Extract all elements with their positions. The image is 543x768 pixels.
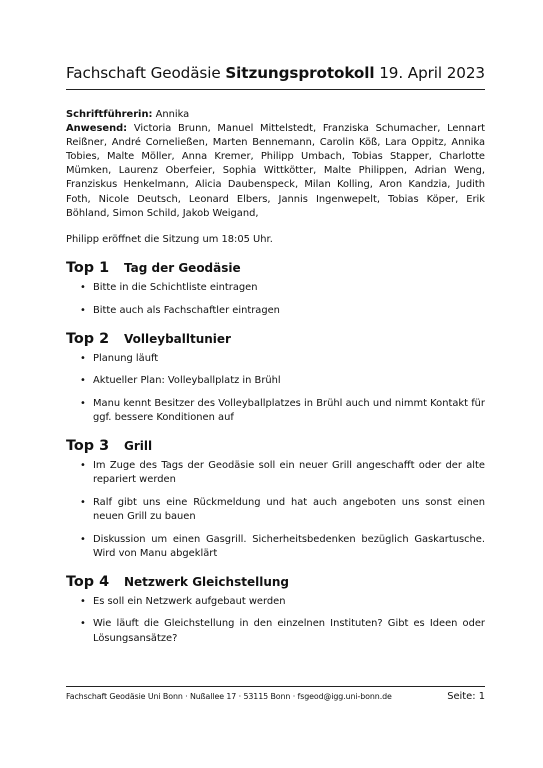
section-number: Top 3 bbox=[66, 438, 110, 455]
item-text: Im Zuge des Tags der Geodäsie soll ein neuer Grill angeschafft oder der alte repariert werden bbox=[93, 460, 485, 486]
item-text: Bitte in die Schichtliste eintragen bbox=[93, 281, 258, 293]
list-item bbox=[66, 496, 485, 524]
section-items bbox=[66, 352, 485, 425]
agenda-section-1 bbox=[66, 261, 485, 318]
list-item bbox=[66, 281, 485, 295]
bullet-icon: • bbox=[80, 397, 86, 409]
attendees-label: Anwesend: bbox=[66, 123, 128, 135]
bullet-icon: • bbox=[80, 375, 86, 387]
section-number: Top 2 bbox=[66, 330, 110, 347]
page-label: Seite: bbox=[447, 691, 476, 702]
section-items bbox=[66, 459, 485, 561]
page-footer bbox=[66, 691, 485, 702]
list-item bbox=[66, 459, 485, 487]
item-text: Planung läuft bbox=[93, 352, 159, 364]
section-heading bbox=[66, 332, 485, 346]
section-heading bbox=[66, 575, 485, 589]
section-items bbox=[66, 595, 485, 646]
list-item bbox=[66, 595, 485, 609]
section-number: Top 1 bbox=[66, 259, 110, 276]
item-text: Ralf gibt uns eine Rückmeldung und hat auch angeboten uns sonst einen neuen Grill zu bauen bbox=[93, 496, 485, 522]
bullet-icon: • bbox=[80, 352, 86, 364]
footer-divider bbox=[66, 686, 485, 687]
bullet-icon: • bbox=[80, 496, 86, 508]
item-text: Es soll ein Netzwerk aufgebaut werden bbox=[93, 595, 286, 607]
section-title: Grill bbox=[124, 439, 153, 454]
bullet-icon: • bbox=[80, 460, 86, 472]
protocol-body bbox=[66, 108, 485, 654]
writer-name: Annika bbox=[155, 109, 190, 120]
bullet-icon: • bbox=[80, 533, 86, 545]
section-title: Volleyballtunier bbox=[124, 331, 231, 346]
list-item bbox=[66, 617, 485, 645]
item-text: Diskussion um einen Gasgrill. Sicherheitsbedenken bezüglich Gaskartusche. Wird von Manu abgeklärt bbox=[93, 533, 485, 559]
section-number: Top 4 bbox=[66, 573, 110, 590]
list-item bbox=[66, 374, 485, 388]
list-item bbox=[66, 397, 485, 425]
attendees-line bbox=[66, 122, 485, 221]
opening-statement: Philipp eröffnet die Sitzung um 18:05 Uhr. bbox=[66, 233, 273, 245]
section-items bbox=[66, 281, 485, 318]
writer-label: Schriftführerin: bbox=[66, 109, 153, 120]
bullet-icon: • bbox=[80, 618, 86, 630]
item-text: Wie läuft die Gleichstellung in den einzelnen Instituten? Gibt es Ideen oder Lösungsansätze? bbox=[93, 618, 485, 644]
bullet-icon: • bbox=[80, 281, 86, 293]
header-org: Fachschaft Geodäsie bbox=[66, 64, 221, 82]
page-number: 1 bbox=[478, 691, 485, 702]
agenda-section-4 bbox=[66, 575, 485, 646]
header-date: 19. April 2023 bbox=[379, 64, 485, 82]
writer-line bbox=[66, 108, 485, 122]
list-item bbox=[66, 352, 485, 366]
section-heading bbox=[66, 261, 485, 275]
section-title: Tag der Geodäsie bbox=[124, 260, 241, 275]
page-header bbox=[66, 64, 485, 82]
bullet-icon: • bbox=[80, 304, 86, 316]
footer-address: Fachschaft Geodäsie Uni Bonn · Nußallee 17 · 53115 Bonn · fsgeod@igg.uni-bonn.de bbox=[66, 692, 392, 701]
header-divider bbox=[66, 89, 485, 90]
attendees-list: Victoria Brunn, Manuel Mittelstedt, Franziska Schumacher, Lennart Reißner, André Corneließen, Marten Bennemann, Carolin Köß, Lara Oppitz, Annika Tobies, Malte Möller, Anna Kremer, Philipp Umbach, Tobias Stapper, Charlotte Mümken, Laurenz Oberfeier, Sophia Wittkötter, Malte Philippen, Adrian Weng, Franziskus Henkelmann, Alicia Daubenspeck, Milan Kolling, Aron Kandzia, Judith Foth, Nicole Deutsch, Leonard Elbers, Jannis Ingenwepelt, Tobias Köper, Erik Böhland, Simon Schild, Jakob Weigand, bbox=[66, 123, 485, 219]
item-text: Bitte auch als Fachschaftler eintragen bbox=[93, 304, 280, 316]
list-item bbox=[66, 304, 485, 318]
item-text: Manu kennt Besitzer des Volleyballplatzes in Brühl auch und nimmt Kontakt für ggf. bessere Konditionen auf bbox=[93, 397, 485, 423]
bullet-icon: • bbox=[80, 595, 86, 607]
header-doc-type: Sitzungsprotokoll bbox=[225, 64, 375, 82]
agenda-section-2 bbox=[66, 332, 485, 425]
agenda-section-3 bbox=[66, 439, 485, 561]
item-text: Aktueller Plan: Volleyballplatz in Brühl bbox=[93, 375, 281, 387]
section-heading bbox=[66, 439, 485, 453]
list-item bbox=[66, 533, 485, 561]
page-indicator bbox=[447, 691, 485, 702]
section-title: Netzwerk Gleichstellung bbox=[124, 574, 289, 589]
header-title bbox=[66, 64, 374, 82]
